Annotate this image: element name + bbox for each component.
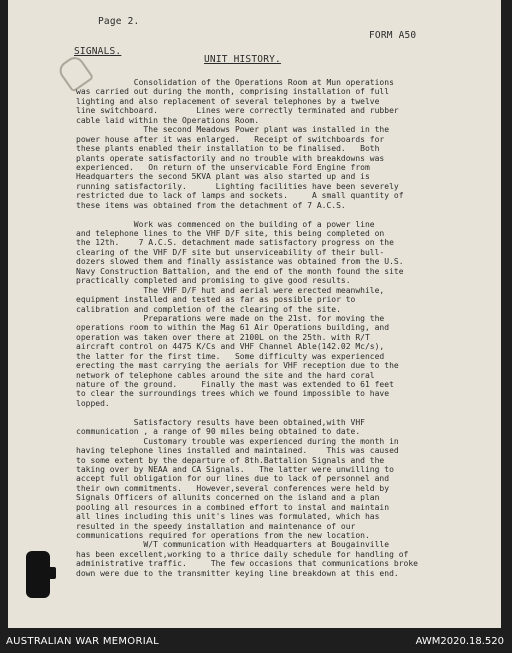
text-line: The VHF D/F hut and aerial were erected meanwhile, [76, 285, 385, 295]
text-line: Preparations were made on the 21st. for moving the [76, 313, 385, 323]
document-page [8, 0, 501, 628]
text-line: running satisfactorily. Lighting facilities have been severely [76, 181, 399, 191]
text-line: the 12th. 7 A.C.S. detachment made satisfactory progress on the [76, 238, 394, 248]
text-line: calibration and completion of the clearing of the site. [76, 304, 341, 314]
text-line: communication , a range of 90 miles being obtained to date. [76, 427, 361, 437]
text-line: plants operate satisfactorily and no trouble with breakdowns was [76, 153, 385, 163]
text-line: equipment installed and tested as far as possible prior to [76, 295, 356, 305]
text-line: experienced. On return of the unservicable Ford Engine from [76, 162, 370, 172]
text-line: was carried out during the month, comprising installation of full [76, 87, 390, 97]
text-line: Customary trouble was experienced during the month in [76, 436, 399, 446]
text-line: the latter for the first time. Some difficulty was experienced [76, 351, 385, 361]
form-label: FORM A50 [369, 30, 417, 41]
text-line: communications required for operations from the new location. [76, 531, 370, 540]
text-line: lopped. [76, 398, 110, 408]
text-line: having telephone lines installed and maintained. This was caused [76, 446, 399, 456]
text-line: to clear the surroundings trees which we found impossible to have [76, 389, 390, 399]
text-line: erecting the mast carrying the aerials for VHF reception due to the [76, 361, 399, 371]
text-line: administrative traffic. The few occasions that communications broke [76, 559, 418, 569]
text-line: dozers slowed them and finally assistance was obtained from the U.S. [76, 257, 404, 267]
text-line: line switchboard. Lines were correctly terminated and rubber [76, 106, 399, 116]
text-line: cable laid within the Operations Room. [76, 115, 260, 125]
text-line: resulted in the speedy installation and maintenance of our [76, 521, 356, 531]
text-line: Satisfactory results have been obtained,with VHF [76, 417, 365, 427]
text-line: Navy Construction Battalion, and the end of the month found the site [76, 266, 404, 276]
paragraph-gap [76, 210, 501, 219]
archive-footer [0, 628, 512, 653]
text-line: pooling all resources in a combined effort to instal and maintain [76, 502, 390, 512]
text-line: Signals Officers of allunits concerned on the island and a plan [76, 493, 380, 503]
document-title: UNIT HISTORY. [204, 54, 281, 65]
page-number: Page 2. [98, 16, 140, 27]
text-line: practically completed and promising to give good results. [76, 276, 351, 286]
text-line: all lines including this unit's lines was formulated, which has [76, 512, 380, 522]
text-line: and telephone lines to the VHF D/F site, this being completed on [76, 229, 385, 238]
text-line: clearing of the VHF D/F site but unserviceability of their bull- [76, 247, 385, 257]
text-line: power house after it was enlarged. Receipt of switchboards for [76, 134, 385, 144]
text-line: has been excellent,working to a thrice daily schedule for handling of [76, 549, 409, 559]
text-line: these items was obtained from the detachment of 7 A.C.S. [76, 200, 346, 210]
text-line: W/T communication with Headquarters at Bougainville [76, 540, 390, 550]
text-line: to some extent by the departure of 8th.Battalion Signals and the [76, 455, 385, 465]
text-line: restricted due to lack of lamps and sockets. A small quantity of [76, 191, 404, 201]
text-line: these plants enabled their installation to be finalised. Both [76, 144, 380, 154]
text-line: accept full obligation for our lines due to lack of personnel and [76, 474, 390, 484]
paragraph-gap [76, 408, 501, 417]
archive-reference: AWM2020.18.520 [415, 636, 504, 647]
text-line: network of telephone cables around the site and the hard coral [76, 370, 375, 380]
binder-hole [26, 551, 50, 598]
text-line: nature of the ground. Finally the mast was extended to 61 feet [76, 380, 394, 389]
text-line: down were due to the transmitter keying line breakdown at this end. [76, 568, 399, 578]
text-line: operation was taken over there at 2100L on the 25th. with R/T [76, 332, 370, 342]
text-line: aircraft control on 4475 K/Cs and VHF Channel Able(142.02 Mc/s), [76, 342, 385, 352]
section-heading: SIGNALS. [74, 46, 122, 57]
text-line: Work was commenced on the building of a power line [76, 219, 375, 229]
document-body [76, 78, 501, 578]
text-line: lighting and also replacement of several telephones by a twelve [76, 96, 380, 106]
text-line: their own commitments. However,several conferences were held by [76, 483, 390, 493]
text-line: The second Meadows Power plant was installed in the [76, 125, 390, 135]
text-line: operations room to within the Mag 61 Air Operations building, and [76, 323, 390, 333]
text-line: Consolidation of the Operations Room at Mun operations [76, 78, 394, 87]
archive-name: AUSTRALIAN WAR MEMORIAL [6, 636, 159, 647]
text-line: taking over by NEAA and CA Signals. The latter were unwilling to [76, 464, 394, 474]
text-line: Headquarters the second 5KVA plant was also started up and is [76, 172, 370, 182]
